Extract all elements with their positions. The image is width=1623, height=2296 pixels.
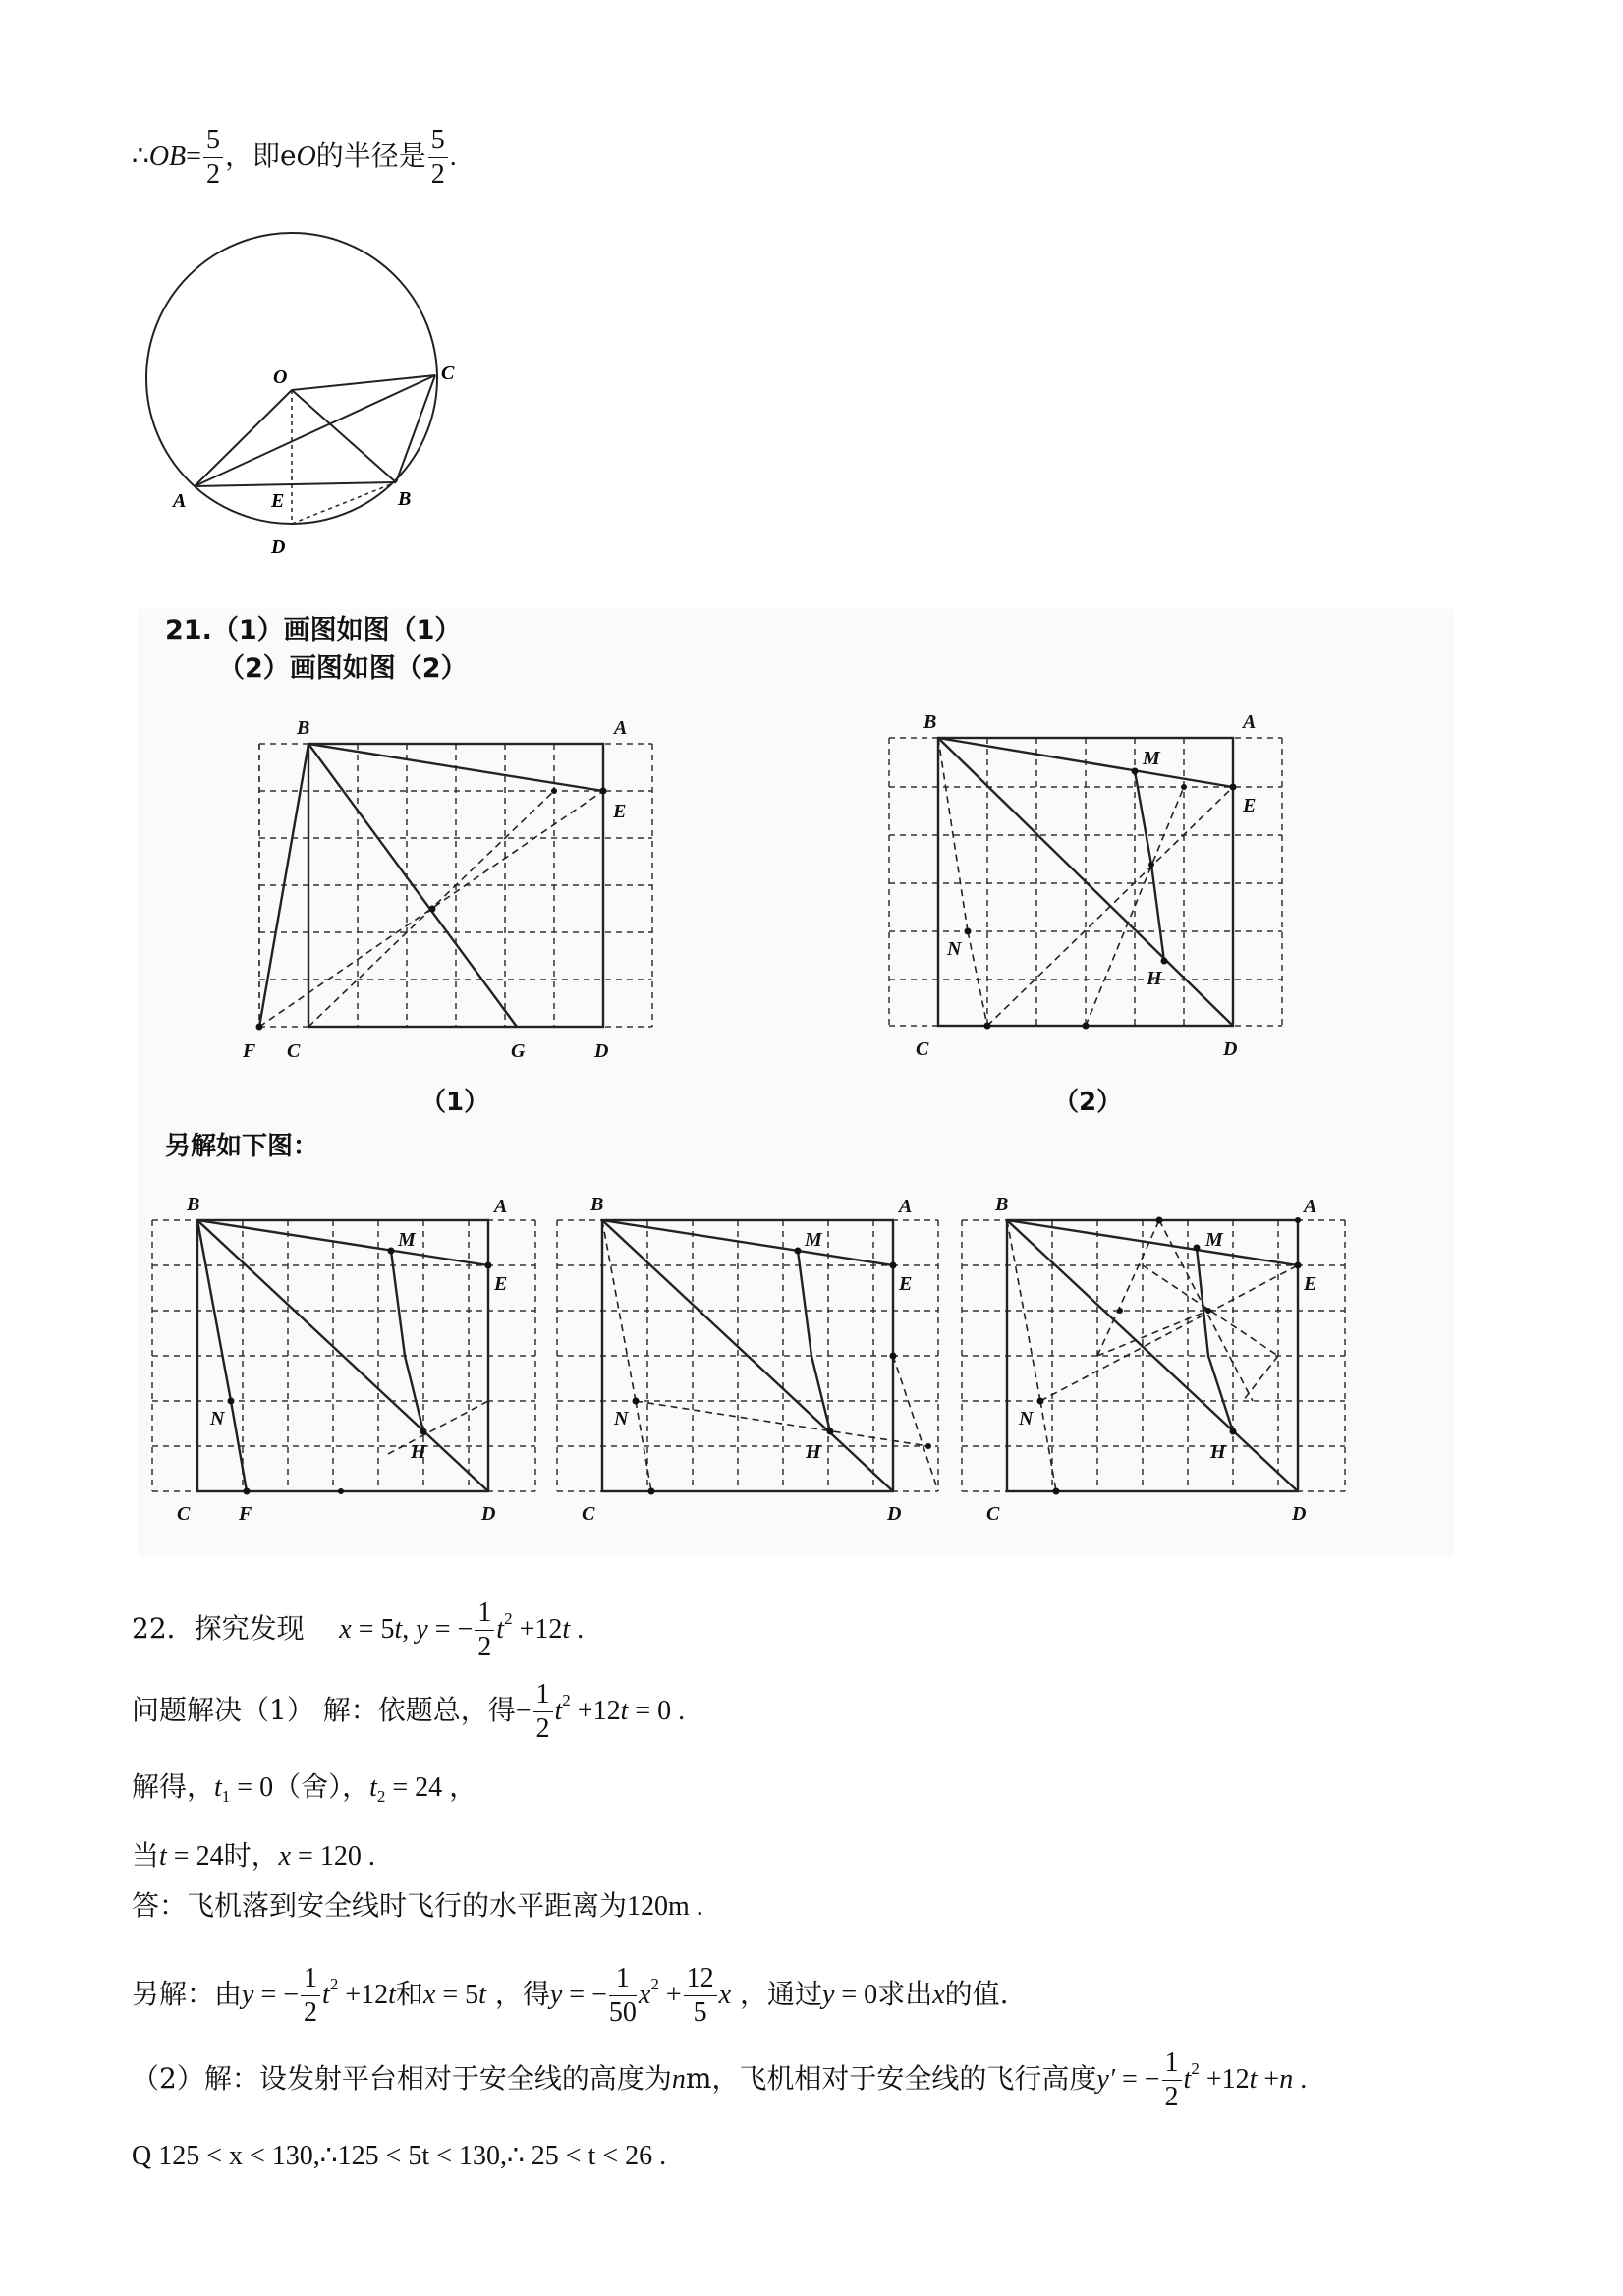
label-c: C [916, 1038, 929, 1060]
label-n: N [1019, 1408, 1034, 1429]
label-b: B [590, 1194, 604, 1215]
figure-2 [884, 707, 1316, 1071]
q22-line-5: 答：飞机落到安全线时飞行的水平距离为120m . [132, 1889, 703, 1922]
q22-line-2: 问题解决（1） 解：依题总，得− $\frac{1}{2}$ $t^2 +12t = 0$ . [132, 1679, 686, 1744]
label-m: M [1143, 748, 1160, 769]
figure-1 [236, 707, 678, 1071]
q21-line1: 21.（1）画图如图（1） [165, 615, 462, 645]
label-c: C [441, 363, 455, 384]
fraction-five-halves-2: $\frac{5}{2}$ [428, 124, 448, 192]
q22-line-8: Q 125 < x < 130,∴125 < 5t < 130,∴ 25 < t < 26 . [132, 2141, 667, 2171]
label-a: A [899, 1196, 913, 1217]
q22-line-1: 22．探究发现 x = 5t, y = − $\frac{1}{2}$ $t^2 +12t$ . [132, 1597, 585, 1662]
label-b: B [398, 488, 412, 510]
label-e: E [613, 801, 627, 822]
label-c: C [582, 1503, 595, 1525]
label-b: B [923, 711, 937, 733]
label-n: N [614, 1408, 629, 1429]
label-h: H [1147, 968, 1162, 989]
label-a: A [1243, 711, 1257, 733]
label-e: E [899, 1273, 913, 1295]
label-n: N [947, 938, 962, 960]
label-b: B [187, 1194, 200, 1215]
label-h: H [806, 1441, 821, 1463]
alt-figure-b [552, 1184, 950, 1547]
circle-o-symbol: O [296, 141, 316, 172]
label-e: E [1304, 1273, 1317, 1295]
fraction-one-half: $\frac{1}{2}$ [475, 1596, 494, 1664]
label-d: D [481, 1503, 496, 1525]
label-d: D [1292, 1503, 1307, 1525]
label-d: D [1223, 1038, 1238, 1060]
q22-line-6: 另解：由y = − $\frac{1}{2}$ $t^2 +12t$和x = 5t ，得y = − $\frac{1}{50}$ $x^2$ + $\frac{12}{5}$ x ，通过y = 0求出x的值. [132, 1963, 1009, 2028]
alt-figure-a [147, 1184, 550, 1547]
label-n: N [210, 1408, 225, 1429]
label-d: D [594, 1040, 609, 1062]
label-a: A [173, 490, 187, 512]
equals-sign: = [186, 141, 201, 172]
label-b: B [297, 717, 310, 739]
fraction-one-half: $\frac{1}{2}$ [533, 1678, 553, 1746]
label-b: B [995, 1194, 1009, 1215]
label-m: M [1205, 1229, 1223, 1251]
q22-line-3: 解得，$t_1 = 0$（舍），$t_2 = 24$ ， [132, 1770, 477, 1806]
text-fragment: 的半径是 [315, 140, 426, 172]
label-f: F [243, 1040, 256, 1062]
fraction-five-halves: $\frac{5}{2}$ [203, 124, 223, 192]
caption-figure-1: （1） [420, 1088, 490, 1117]
label-f: F [239, 1503, 252, 1525]
alt-solution-heading: 另解如下图： [165, 1132, 319, 1161]
label-h: H [411, 1441, 426, 1463]
ob-radius-line: ∴OB= $\frac{5}{2}$ ，即eO的半径是 $\frac{5}{2}$ . [132, 125, 457, 190]
label-m: M [805, 1229, 822, 1251]
label-a: A [1304, 1196, 1317, 1217]
ob-symbol: OB [148, 141, 187, 172]
label-h: H [1210, 1441, 1226, 1463]
label-e: E [494, 1273, 508, 1295]
label-e: E [1243, 795, 1257, 816]
label-c: C [986, 1503, 1000, 1525]
alt-figure-c [957, 1184, 1355, 1547]
label-m: M [398, 1229, 416, 1251]
label-c: C [177, 1503, 191, 1525]
label-g: G [511, 1040, 526, 1062]
label-d: D [271, 536, 286, 558]
q22-line-4: 当t = 24时，x = 120 . [132, 1839, 375, 1872]
caption-figure-2: （2） [1053, 1088, 1123, 1117]
label-o: O [273, 366, 288, 388]
label-e: E [271, 490, 285, 512]
label-a: A [494, 1196, 508, 1217]
therefore-symbol: ∴ [132, 140, 149, 172]
q21-line2: （2）画图如图（2） [218, 653, 468, 684]
label-d: D [887, 1503, 902, 1525]
text-fragment: ，即e [224, 140, 297, 172]
label-c: C [287, 1040, 301, 1062]
circle-figure [128, 231, 521, 565]
q22-line-7: （2）解：设发射平台相对于安全线的高度为nm，飞机相对于安全线的飞行高度y′ = − $\frac{1}{2}$ $t^2 +12t +n$ . [132, 2047, 1308, 2112]
label-a: A [614, 717, 628, 739]
